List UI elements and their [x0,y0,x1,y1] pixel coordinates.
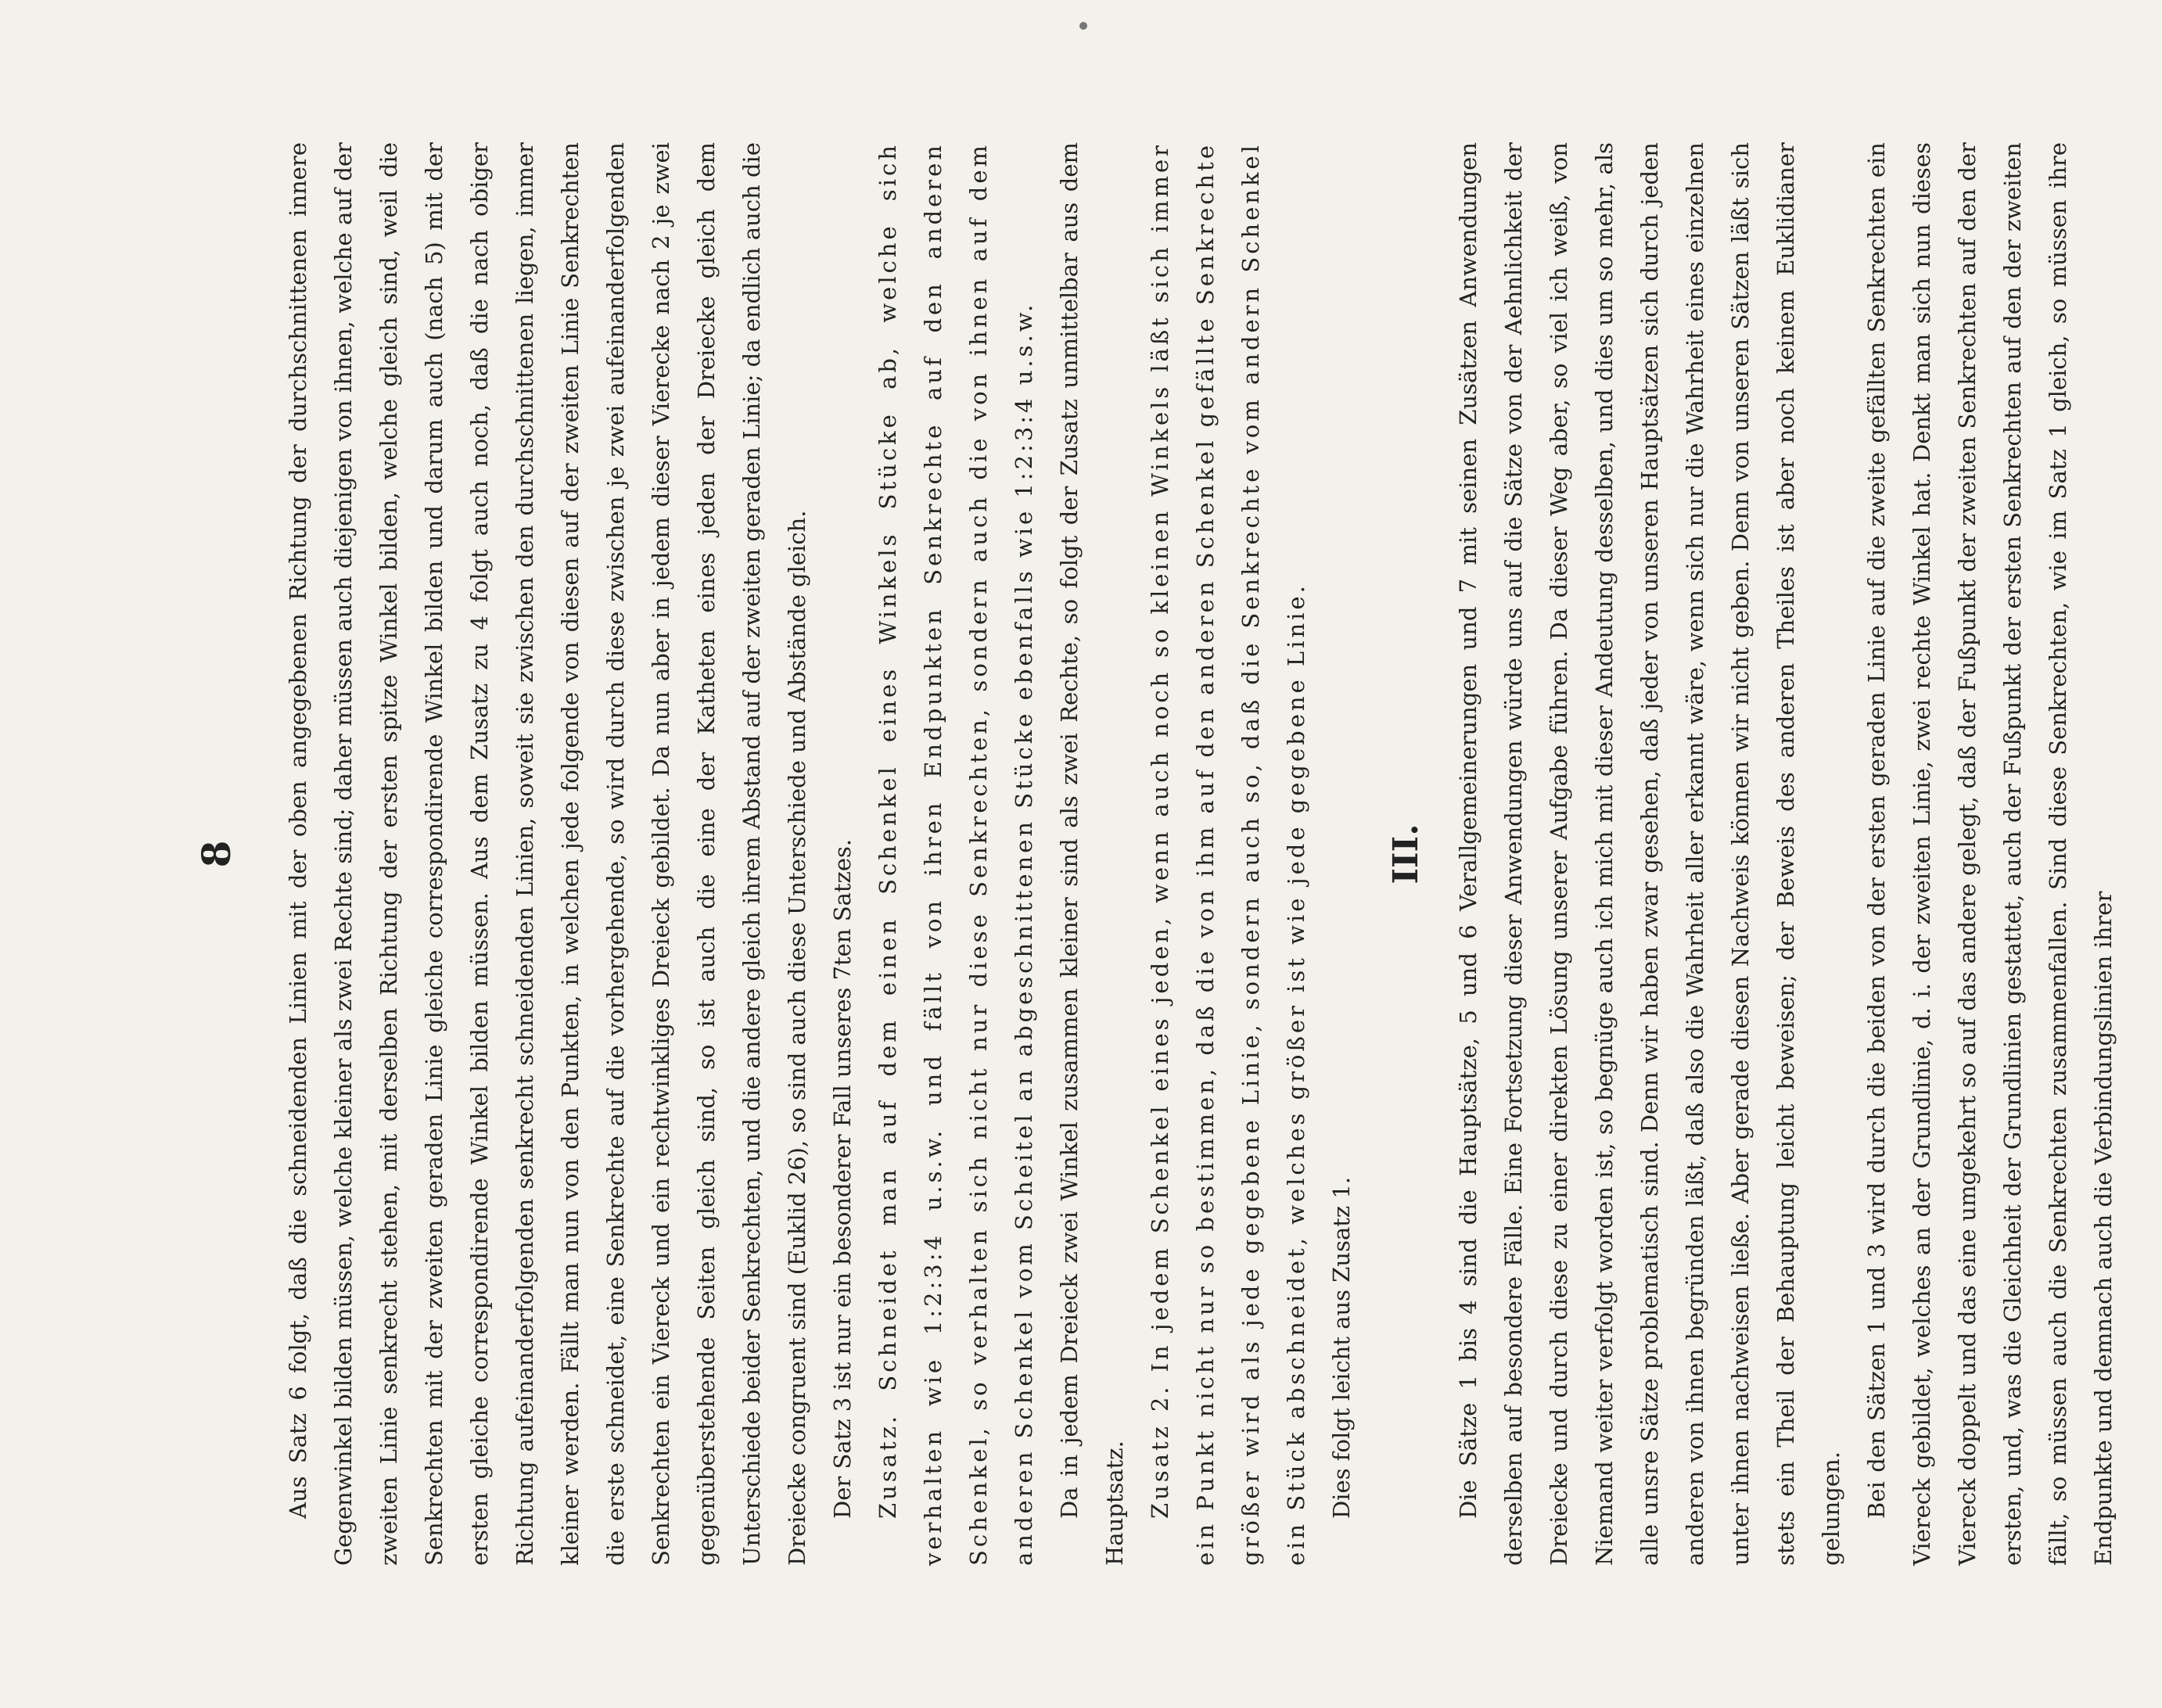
paragraph-zusatz-2: Zusatz 2. In jedem Schenkel eines jeden, wenn auch noch so kleinen Winkels läßt sich immer ein Punkt nicht nur so bestimmen, daß die von ihm auf den anderen Schenkel gefällte Senkrechte größer wird als jede gegebene Linie, sondern auch so, daß die Senkrechte vom andern Schenkel ein Stück abschneidet, welches größer ist wie jede gegebene Linie. [1147,142,1309,1566]
paragraph-4: Da in jedem Dreieck zwei Winkel zusammen kleiner sind als zwei Rechte, so folgt der Zusatz unmittelbar aus dem Hauptsatz. [1056,142,1128,1566]
paragraph-1: Aus Satz 6 folgt, daß die schneidenden Linien mit der oben angegebenen Richtung der durchschnittenen innere Gegenwinkel bilden müssen, welche kleiner als zwei Rechte sind; daher müssen auch diejenigen von ihnen, welche auf der zweiten Linie senkrecht stehen, mit derselben Richtung der ersten spitze Winkel bilden, welche gleich sind, weil die Senkrechten mit der zweiten geraden Linie gleiche correspondirende Winkel bilden und darum auch (nach 5) mit der ersten gleiche correspondirende Winkel bilden müssen. Aus dem Zusatz zu 4 folgt auch noch, daß die nach obiger Richtung aufeinanderfolgenden senkrecht schneidenden Linien, soweit sie zwischen den durchschnittenen liegen, immer kleiner werden. Fällt man nun von den Punkten, in welchen jede folgende von diesen auf der zweiten Linie Senkrechten die erste schneidet, eine Senkrechte auf die vorhergehende, so wird durch diese zwischen je zwei aufeinanderfolgenden Senkrechten ein Viereck und ein rechtwinkliges Dreieck gebildet. Da nun aber in jedem dieser Vierecke nach 2 je zwei gegenüberstehende Seiten gleich sind, so ist auch die eine der Katheten eines jeden der Dreiecke gleich dem Unterschiede beider Senkrechten, und die andere gleich ihrem Abstand auf der zweiten geraden Linie; da endlich auch die Dreiecke congruent sind (Euklid 26), so sind auch diese Unterschiede und Abstände gleich. [285,142,810,1566]
paragraph-8: Bei den Sätzen 1 und 3 wird durch die beiden von der ersten geraden Linie auf die zweite gefällten Senkrechten ein Viereck gebildet, welches an der Grundlinie, d. i. der zweiten Linie, zwei rechte Winkel hat. Denkt man sich nun dieses Viereck doppelt und das eine umgekehrt so auf das andere gelegt, daß der Fußpunkt der zweiten Senkrechten auf den der ersten, und, was die Gleichheit der Grundlinien gestattet, auch der Fußpunkt der ersten Senkrechten auf den der zweiten fällt, so müssen auch die Senkrechten zusammenfallen. Sind diese Senkrechten, wie im Satz 1 gleich, so müssen ihre Endpunkte und demnach auch die Verbindungslinien ihrer [1863,142,2117,1566]
rotated-text-block [142,111,2117,1597]
paragraph-zusatz-1: Zusatz. Schneidet man auf dem einen Schenkel eines Winkels Stücke ab, welche sich verhalten wie 1:2:3:4 u.s.w. und fällt von ihren Endpunkten Senkrechte auf den anderen Schenkel, so verhalten sich nicht nur diese Senkrechten, sondern auch die von ihnen auf dem anderen Schenkel vom Scheitel an abgeschnittenen Stücke ebenfalls wie 1:2:3:4 u.s.w. [874,142,1037,1566]
paragraph-2: Der Satz 3 ist nur ein besonderer Fall unseres 7ten Satzes. [829,838,856,1519]
paragraph-7: Die Sätze 1 bis 4 sind die Hauptsätze, 5 und 6 Verallgemeinerungen und 7 mit seinen Zusätzen Anwendungen derselben auf besondere Fälle. Eine Fortsetzung dieser Anwendungen würde uns auf die Sätze von der Aehnlichkeit der Dreiecke und durch diese zu einer direkten Lösung unserer Aufgabe führen. Da dieser Weg aber, so viel ich weiß, von Niemand weiter verfolgt worden ist, so begnüge auch ich mich mit dieser Andeutung desselben, und dies um so mehr, als alle unsre Sätze problematisch sind. Denn wir haben zwar gesehen, daß jeder von unseren Hauptsätzen sich durch jeden anderen von ihnen begründen läßt, daß also die Wahrheit aller erkannt wäre, wenn sich nur die Wahrheit eines einzelnen unter ihnen nachweisen ließe. Aber gerade diesen Nachweis können wir nicht geben. Denn von unseren Sätzen läßt sich stets ein Theil der Behauptung leicht beweisen; der Beweis des anderen Theiles ist aber noch keinem Euklidianer gelungen. [1455,142,1844,1566]
paragraph-6: Dies folgt leicht aus Zusatz 1. [1328,1176,1355,1519]
page-number: 8 [193,840,239,868]
ink-smudge [1079,22,1087,30]
section-heading: III. [1386,824,1426,884]
